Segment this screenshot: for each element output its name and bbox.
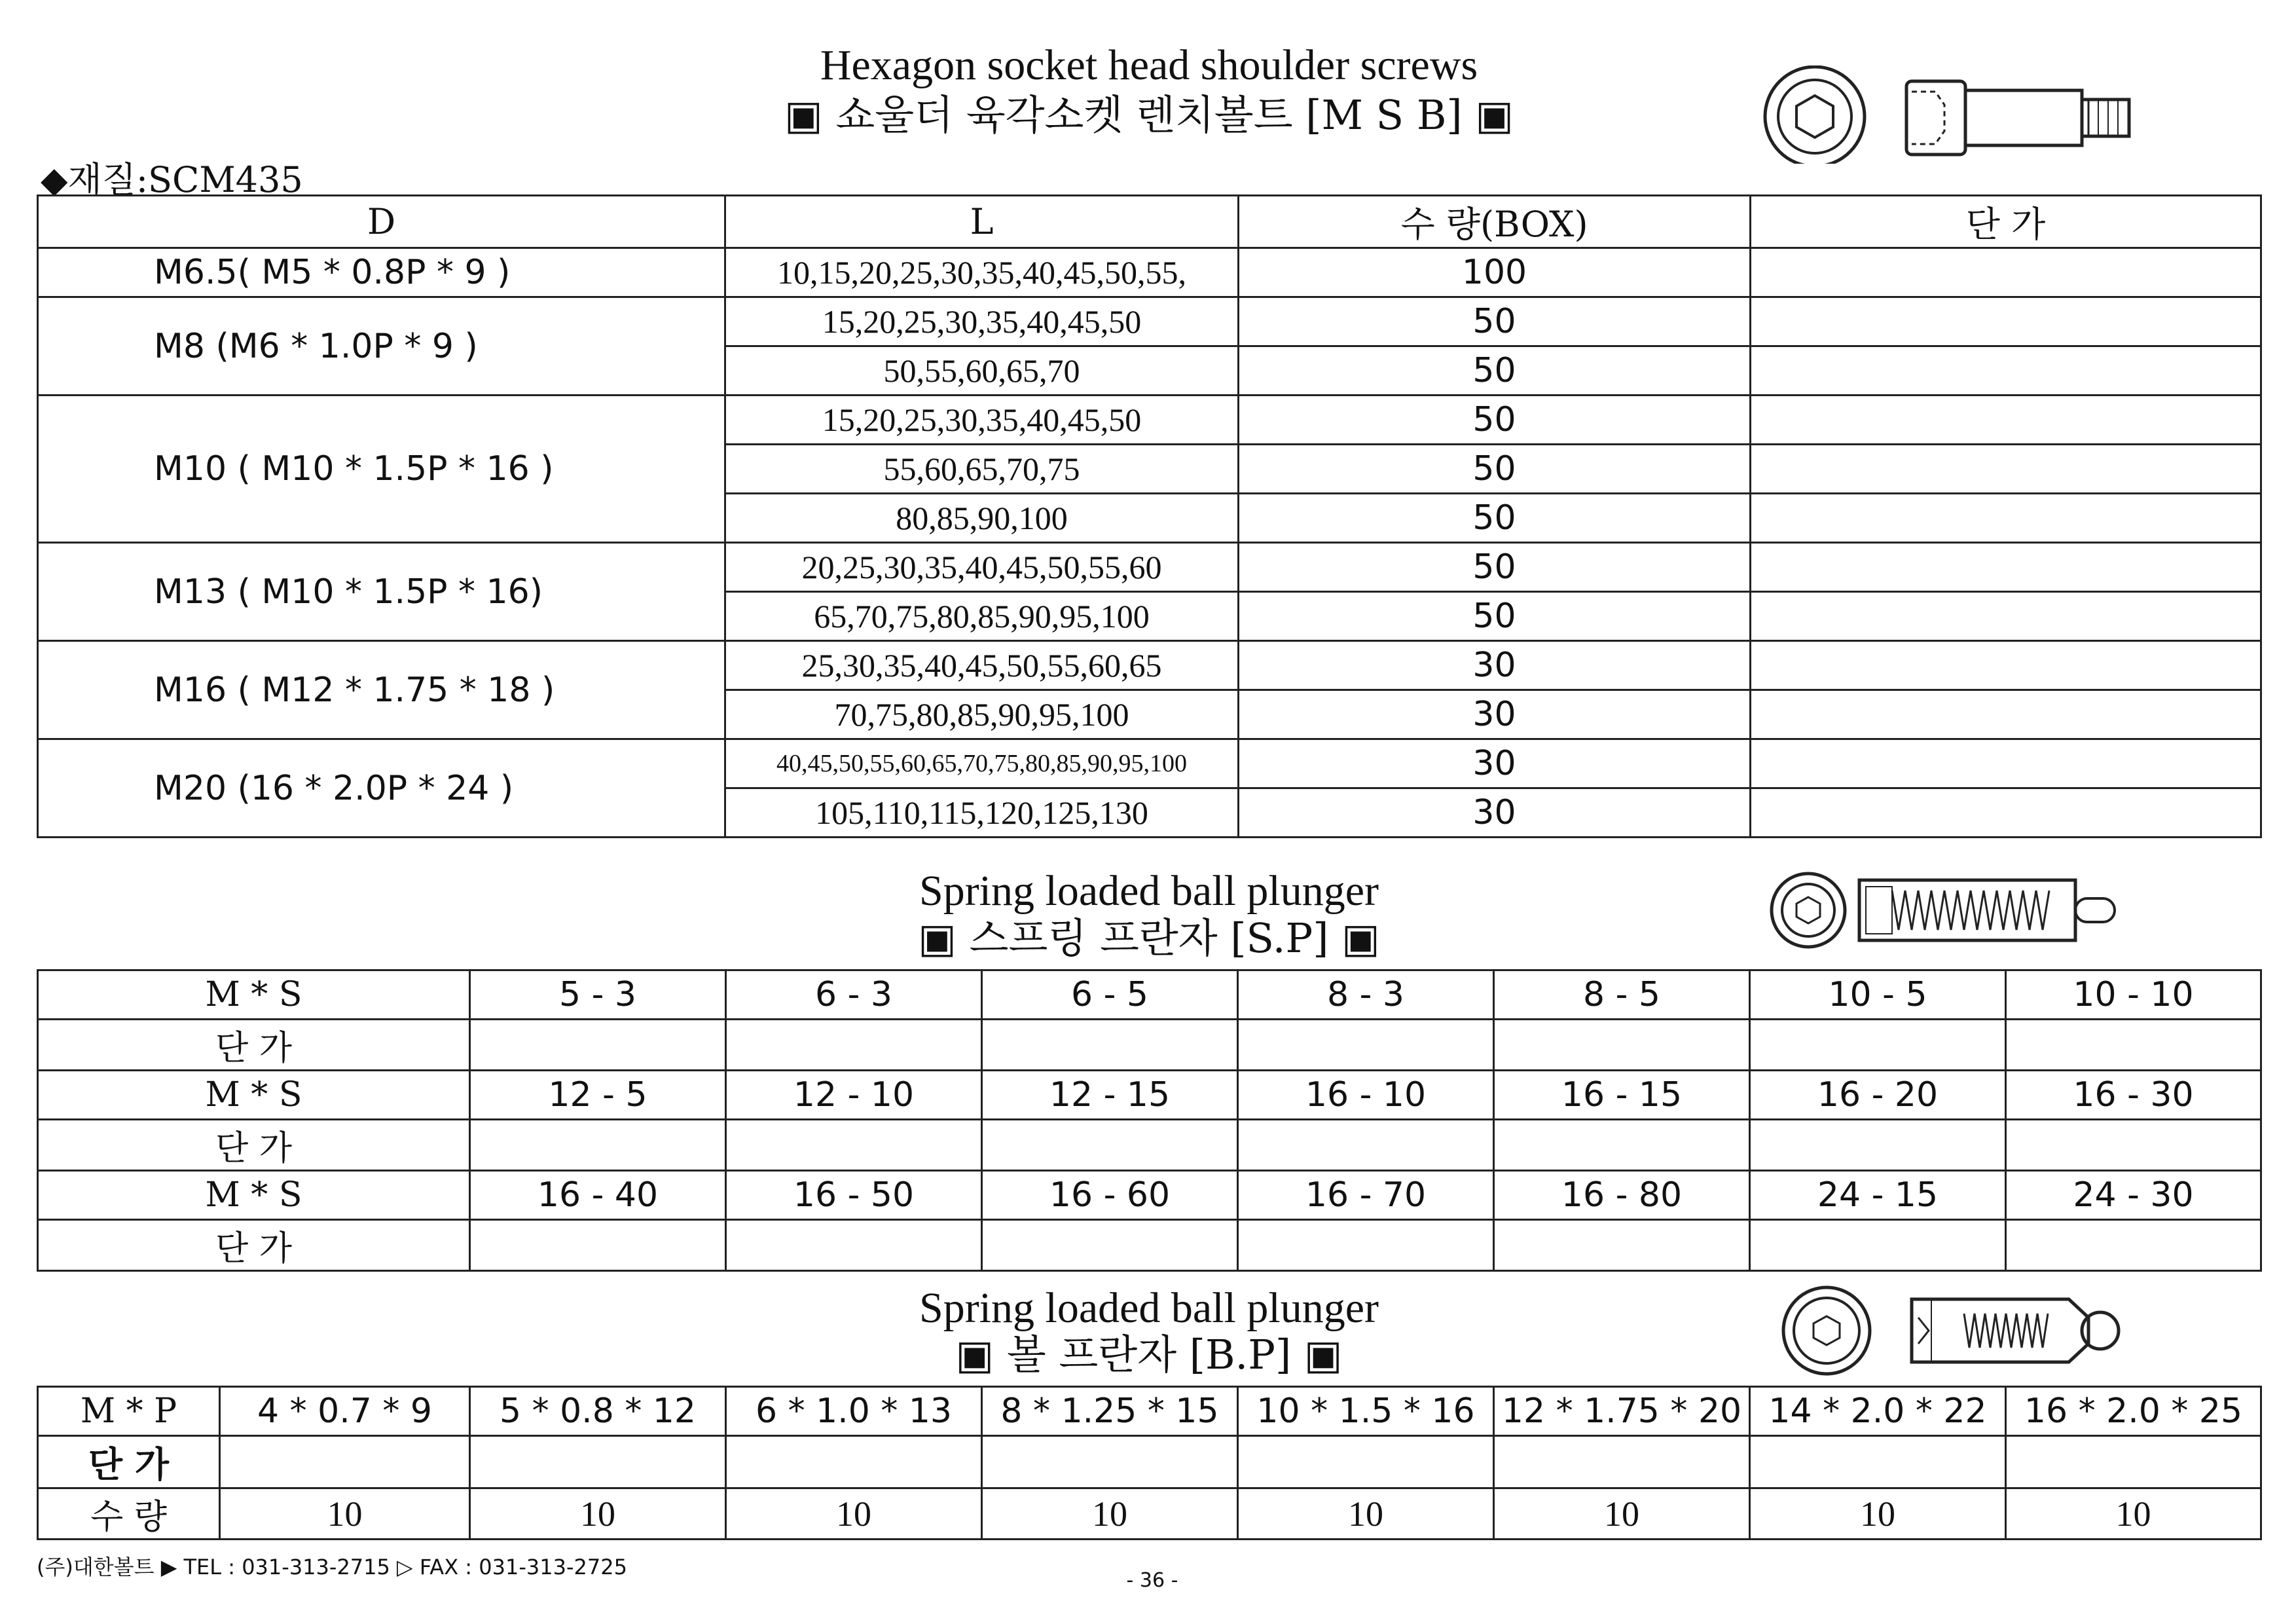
price-cell bbox=[1751, 396, 2261, 445]
size-cell: M8 (M6 * 1.0P * 9 ) bbox=[38, 297, 725, 396]
length-cell: 105,110,115,120,125,130 bbox=[725, 788, 1239, 838]
qty-cell: 10 bbox=[1494, 1488, 1750, 1540]
price-row bbox=[38, 1120, 2261, 1171]
size-cell: 5 * 0.8 * 12 bbox=[470, 1387, 726, 1436]
ms-label: M * S bbox=[38, 970, 470, 1020]
price-cell bbox=[470, 1020, 726, 1071]
price-cell bbox=[2006, 1220, 2261, 1271]
size-cell: 6 * 1.0 * 13 bbox=[726, 1387, 982, 1436]
length-cell: 55,60,65,70,75 bbox=[725, 445, 1239, 494]
length-cell: 65,70,75,80,85,90,95,100 bbox=[725, 592, 1239, 641]
sp-title-ko: ▣ 스프링 프란자 [S.P] ▣ bbox=[918, 914, 1380, 962]
header-l: L bbox=[725, 196, 1239, 248]
size-cell: 16 - 60 bbox=[982, 1171, 1238, 1220]
price-cell bbox=[1751, 690, 2261, 739]
qty-cell: 50 bbox=[1239, 494, 1751, 543]
price-row bbox=[38, 1436, 2261, 1488]
size-cell: 16 - 40 bbox=[470, 1171, 726, 1220]
shoulder-screw-drawing bbox=[1761, 65, 2141, 164]
size-cell: 6 - 5 bbox=[982, 970, 1238, 1020]
size-cell: M13 ( M10 * 1.5P * 16) bbox=[38, 543, 725, 641]
length-cell: 25,30,35,40,45,50,55,60,65 bbox=[725, 641, 1239, 690]
price-cell bbox=[1750, 1020, 2006, 1071]
price-cell bbox=[470, 1436, 726, 1488]
qty-cell: 50 bbox=[1239, 543, 1751, 592]
price-cell bbox=[1494, 1220, 1750, 1271]
qty-cell: 100 bbox=[1239, 248, 1751, 297]
qty-cell: 10 bbox=[982, 1488, 1238, 1540]
price-cell bbox=[1238, 1436, 1494, 1488]
page-number: - 36 - bbox=[1126, 1569, 1178, 1592]
length-cell: 40,45,50,55,60,65,70,75,80,85,90,95,100 bbox=[725, 739, 1239, 788]
qty-cell: 10 bbox=[2006, 1488, 2261, 1540]
price-cell bbox=[1750, 1436, 2006, 1488]
size-cell: 5 - 3 bbox=[470, 970, 726, 1020]
price-cell bbox=[1751, 494, 2261, 543]
size-cell: 8 - 3 bbox=[1238, 970, 1494, 1020]
size-cell: 16 - 30 bbox=[2006, 1071, 2261, 1120]
price-cell bbox=[1238, 1120, 1494, 1171]
price-cell bbox=[1751, 788, 2261, 838]
qty-cell: 50 bbox=[1239, 445, 1751, 494]
length-cell: 10,15,20,25,30,35,40,45,50,55, bbox=[725, 248, 1239, 297]
price-cell bbox=[1494, 1436, 1750, 1488]
table-row bbox=[38, 739, 2261, 788]
qty-cell: 50 bbox=[1239, 297, 1751, 346]
price-cell bbox=[726, 1436, 982, 1488]
qty-cell: 10 bbox=[1238, 1488, 1494, 1540]
msb-title-en: Hexagon socket head shoulder screws bbox=[820, 41, 1478, 89]
price-cell bbox=[1751, 592, 2261, 641]
price-cell bbox=[1751, 346, 2261, 396]
price-cell bbox=[470, 1120, 726, 1171]
size-cell: 10 * 1.5 * 16 bbox=[1238, 1387, 1494, 1436]
size-row bbox=[38, 1071, 2261, 1120]
qty-cell: 30 bbox=[1239, 641, 1751, 690]
size-cell: 8 - 5 bbox=[1494, 970, 1750, 1020]
price-cell bbox=[220, 1436, 470, 1488]
size-cell: M6.5( M5 * 0.8P * 9 ) bbox=[38, 248, 725, 297]
price-label: 단 가 bbox=[38, 1120, 470, 1171]
size-cell: M16 ( M12 * 1.75 * 18 ) bbox=[38, 641, 725, 739]
size-cell: 16 - 20 bbox=[1750, 1071, 2006, 1120]
size-row bbox=[38, 1387, 2261, 1436]
price-cell bbox=[726, 1020, 982, 1071]
qty-cell: 10 bbox=[1750, 1488, 2006, 1540]
footer-contact: (주)대한볼트 ▶ TEL : 031-313-2715 ▷ FAX : 031-313-2725 bbox=[37, 1555, 627, 1579]
price-cell bbox=[982, 1436, 1238, 1488]
size-cell: 24 - 30 bbox=[2006, 1171, 2261, 1220]
bp-title-ko: ▣ 볼 프란자 [B.P] ▣ bbox=[955, 1331, 1343, 1378]
price-cell bbox=[1238, 1220, 1494, 1271]
mp-label: M * P bbox=[38, 1387, 220, 1436]
length-cell: 20,25,30,35,40,45,50,55,60 bbox=[725, 543, 1239, 592]
size-cell: 16 - 10 bbox=[1238, 1071, 1494, 1120]
price-cell bbox=[1494, 1120, 1750, 1171]
size-cell: 24 - 15 bbox=[1750, 1171, 2006, 1220]
size-cell: 8 * 1.25 * 15 bbox=[982, 1387, 1238, 1436]
table-row bbox=[38, 641, 2261, 690]
size-cell: M20 (16 * 2.0P * 24 ) bbox=[38, 739, 725, 838]
price-cell bbox=[1751, 248, 2261, 297]
size-cell: 12 * 1.75 * 20 bbox=[1494, 1387, 1750, 1436]
length-cell: 15,20,25,30,35,40,45,50 bbox=[725, 297, 1239, 346]
price-label: 단 가 bbox=[38, 1020, 470, 1071]
ball-plunger-drawing bbox=[1781, 1285, 2121, 1376]
table-row bbox=[38, 543, 2261, 592]
price-cell bbox=[1751, 543, 2261, 592]
table-row bbox=[38, 297, 2261, 346]
size-cell: 10 - 10 bbox=[2006, 970, 2261, 1020]
price-cell bbox=[2006, 1120, 2261, 1171]
qty-cell: 50 bbox=[1239, 346, 1751, 396]
qty-cell: 10 bbox=[470, 1488, 726, 1540]
size-cell: 14 * 2.0 * 22 bbox=[1750, 1387, 2006, 1436]
price-cell bbox=[1750, 1120, 2006, 1171]
table-header-row bbox=[38, 196, 2261, 248]
qty-cell: 30 bbox=[1239, 788, 1751, 838]
ms-label: M * S bbox=[38, 1171, 470, 1220]
size-cell: 16 - 15 bbox=[1494, 1071, 1750, 1120]
price-cell bbox=[1751, 297, 2261, 346]
ms-label: M * S bbox=[38, 1071, 470, 1120]
price-cell bbox=[2006, 1020, 2261, 1071]
length-cell: 70,75,80,85,90,95,100 bbox=[725, 690, 1239, 739]
size-cell: 10 - 5 bbox=[1750, 970, 2006, 1020]
price-cell bbox=[726, 1120, 982, 1171]
header-d: D bbox=[38, 196, 725, 248]
header-price: 단 가 bbox=[1751, 196, 2261, 248]
size-cell: 6 - 3 bbox=[726, 970, 982, 1020]
size-row bbox=[38, 1171, 2261, 1220]
price-row bbox=[38, 1220, 2261, 1271]
price-cell bbox=[1494, 1020, 1750, 1071]
qty-label: 수 량 bbox=[38, 1488, 220, 1540]
price-label: 단 가 bbox=[38, 1436, 220, 1488]
length-cell: 15,20,25,30,35,40,45,50 bbox=[725, 396, 1239, 445]
size-row bbox=[38, 970, 2261, 1020]
price-cell bbox=[1238, 1020, 1494, 1071]
price-cell bbox=[982, 1020, 1238, 1071]
size-cell: 16 - 70 bbox=[1238, 1171, 1494, 1220]
size-cell: 16 - 80 bbox=[1494, 1171, 1750, 1220]
price-cell bbox=[726, 1220, 982, 1271]
bp-title-en: Spring loaded ball plunger bbox=[919, 1284, 1379, 1332]
price-row bbox=[38, 1020, 2261, 1071]
size-cell: 4 * 0.7 * 9 bbox=[220, 1387, 470, 1436]
size-cell: 16 - 50 bbox=[726, 1171, 982, 1220]
qty-cell: 10 bbox=[220, 1488, 470, 1540]
qty-cell: 30 bbox=[1239, 690, 1751, 739]
price-label: 단 가 bbox=[38, 1220, 470, 1271]
ball-plunger-table bbox=[37, 1386, 2262, 1540]
price-cell bbox=[1751, 641, 2261, 690]
price-cell bbox=[470, 1220, 726, 1271]
size-cell: 12 - 5 bbox=[470, 1071, 726, 1120]
length-cell: 50,55,60,65,70 bbox=[725, 346, 1239, 396]
table-row bbox=[38, 248, 2261, 297]
qty-cell: 50 bbox=[1239, 592, 1751, 641]
qty-cell: 30 bbox=[1239, 739, 1751, 788]
price-cell bbox=[1751, 445, 2261, 494]
size-cell: 12 - 10 bbox=[726, 1071, 982, 1120]
table-row bbox=[38, 396, 2261, 445]
shoulder-screw-table bbox=[37, 194, 2262, 838]
price-cell bbox=[1750, 1220, 2006, 1271]
material-label: ◆재질:SCM435 bbox=[41, 159, 303, 200]
price-cell bbox=[982, 1120, 1238, 1171]
msb-title-ko: ▣ 쇼울더 육각소켓 렌치볼트 [M S B] ▣ bbox=[784, 91, 1514, 139]
spring-plunger-table bbox=[37, 969, 2262, 1272]
size-cell: M10 ( M10 * 1.5P * 16 ) bbox=[38, 396, 725, 543]
header-qty: 수 량(BOX) bbox=[1239, 196, 1751, 248]
qty-row bbox=[38, 1488, 2261, 1540]
length-cell: 80,85,90,100 bbox=[725, 494, 1239, 543]
price-cell bbox=[1751, 739, 2261, 788]
sp-title-en: Spring loaded ball plunger bbox=[919, 867, 1379, 915]
price-cell bbox=[2006, 1436, 2261, 1488]
size-cell: 16 * 2.0 * 25 bbox=[2006, 1387, 2261, 1436]
qty-cell: 10 bbox=[726, 1488, 982, 1540]
size-cell: 12 - 15 bbox=[982, 1071, 1238, 1120]
qty-cell: 50 bbox=[1239, 396, 1751, 445]
spring-plunger-drawing bbox=[1768, 871, 2134, 950]
price-cell bbox=[982, 1220, 1238, 1271]
